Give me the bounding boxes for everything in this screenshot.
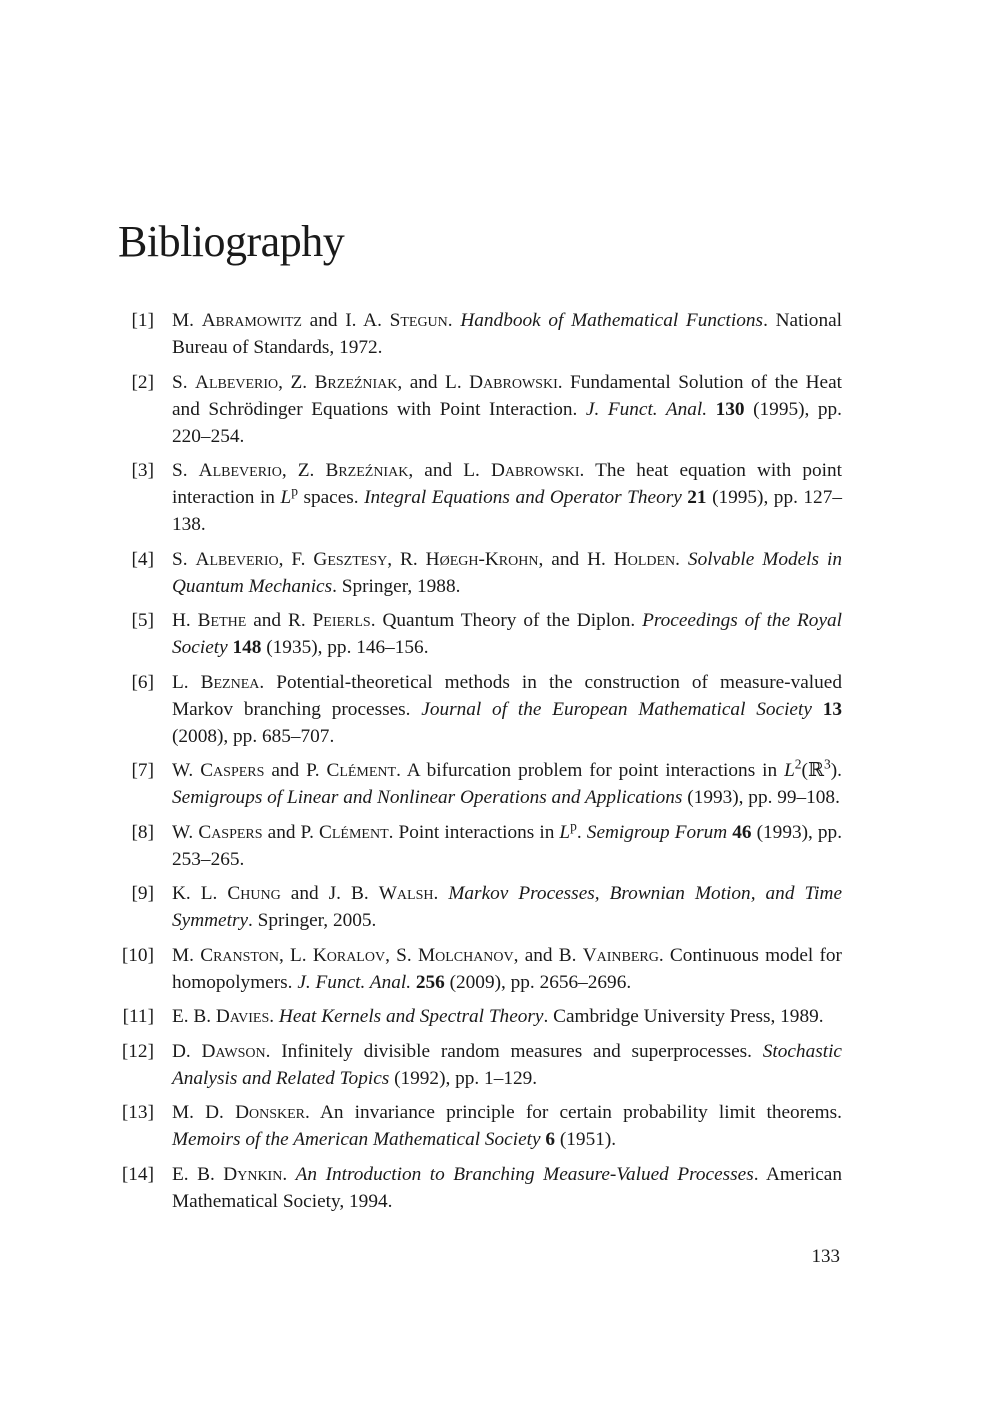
text-run: , Z.	[281, 460, 326, 481]
text-run: . National Bureau of Standards, 1972.	[172, 310, 843, 358]
bib-entry	[118, 942, 842, 996]
italic-title: Solvable Models in Quantum Mechanics	[172, 548, 842, 597]
text-run: , R.	[387, 548, 426, 570]
text-run: .	[557, 371, 571, 393]
italic-title: Semigroups of Linear and Nonlinear Operations and Applications	[172, 787, 683, 808]
volume-number: 13	[822, 698, 842, 720]
text-run: Fundamental Solution of the Heat and Schrödinger Equations with Point Interaction.	[172, 371, 843, 420]
italic-title: Proceedings of the Royal Society	[172, 610, 843, 658]
text-run: . Springer, 1988.	[332, 575, 461, 597]
text-run: , S.	[385, 944, 418, 966]
bib-entry	[118, 880, 842, 934]
text-run: Quantum Theory of the Diplon.	[382, 610, 643, 631]
text-run: M.	[172, 310, 202, 331]
author-surname: Beznea	[200, 671, 260, 693]
text-run: (1993), pp. 253–265.	[172, 821, 843, 870]
author-surname: Bethe	[197, 610, 247, 631]
bib-entry-number: [14]	[121, 1163, 154, 1185]
text-run: .	[269, 1006, 279, 1027]
bib-entry-number: [5]	[131, 610, 154, 631]
italic-title: L	[559, 821, 571, 843]
author-surname: Dawson	[201, 1040, 266, 1062]
text-run: (1951).	[555, 1129, 617, 1150]
italic-title: Integral Equations and Operator Theory	[364, 487, 682, 508]
bib-entry-number: [13]	[121, 1102, 154, 1123]
bib-entry	[118, 757, 842, 811]
italic-title: Heat Kernels and Spectral Theory	[278, 1006, 544, 1027]
bib-entry-number: [9]	[131, 883, 154, 904]
author-surname: Clément	[319, 821, 389, 843]
text-run: S.	[172, 460, 199, 481]
bib-entry-number: [3]	[131, 460, 154, 481]
bib-entry	[118, 669, 842, 750]
superscript: 2	[794, 756, 802, 772]
text-run: spaces.	[297, 487, 365, 508]
bibliography-list	[118, 307, 842, 1222]
italic-title: Handbook of Mathematical Functions	[460, 310, 764, 331]
author-surname: Vainberg	[582, 944, 659, 966]
author-surname: Abramowitz	[201, 310, 302, 331]
author-surname: Peierls	[312, 610, 371, 631]
author-surname: Davies	[215, 1006, 270, 1027]
page-title: Bibliography	[118, 217, 345, 266]
bib-entry	[118, 1038, 842, 1092]
italic-title: An Introduction to Branching Measure-Valued Processes	[295, 1163, 754, 1185]
text-run: , Z.	[278, 371, 315, 393]
author-surname: Albeverio	[195, 371, 279, 393]
text-run: Infinitely divisible random measures and superprocesses.	[281, 1040, 763, 1062]
author-surname: Walsh	[378, 883, 434, 904]
bib-entry-number: [10]	[121, 944, 154, 966]
page-number: 133	[811, 1246, 840, 1267]
text-run: L.	[172, 671, 201, 693]
text-run: and P.	[264, 760, 327, 781]
author-surname: Høegh-Krohn	[425, 548, 539, 570]
text-run: A bifurcation problem for point interactions in	[406, 760, 785, 781]
text-run: .	[576, 821, 587, 843]
author-surname: Dabrowski	[490, 460, 580, 481]
text-run: (1993), pp. 99–108.	[682, 787, 840, 808]
text-run: and J. B.	[280, 883, 379, 904]
text-run: . American Mathematical Society, 1994.	[172, 1163, 843, 1212]
text-run: . Cambridge University Press, 1989.	[543, 1006, 824, 1027]
text-run: , and H.	[538, 548, 614, 570]
text-run: .	[370, 610, 383, 631]
author-surname: Caspers	[198, 821, 263, 843]
author-surname: Holden	[613, 548, 676, 570]
text-run: , L.	[278, 944, 313, 966]
superscript: 3	[824, 756, 831, 772]
author-surname: Molchanov	[417, 944, 514, 966]
text-run: , and B.	[513, 944, 583, 966]
volume-number: 46	[732, 821, 752, 843]
author-surname: Caspers	[200, 760, 265, 781]
text-run: .	[447, 310, 461, 331]
italic-title: Journal of the European Mathematical Society	[421, 698, 812, 720]
text-run: E. B.	[172, 1163, 224, 1185]
italic-title: Stochastic Analysis and Related Topics	[172, 1040, 842, 1089]
italic-title: L	[784, 760, 795, 781]
text-run: (1995), pp. 127–138.	[172, 487, 842, 535]
text-run: .	[259, 671, 277, 693]
volume-number: 6	[545, 1129, 556, 1150]
text-run: H.	[172, 610, 198, 631]
bib-entry-number: [11]	[122, 1006, 154, 1027]
text-run: E. B.	[172, 1006, 216, 1027]
bib-entry	[118, 457, 842, 538]
superscript: p	[291, 483, 298, 499]
text-run: , F.	[278, 548, 314, 570]
bib-entry-number: [8]	[131, 821, 154, 843]
author-surname: Chung	[227, 883, 281, 904]
text-run: M. D.	[172, 1102, 236, 1123]
author-surname: Gesztesy	[313, 548, 388, 570]
author-surname: Dynkin	[223, 1163, 283, 1185]
author-surname: Dabrowski	[469, 371, 558, 393]
text-run: An invariance principle for certain probability limit theorems.	[319, 1102, 842, 1123]
text-run: Potential-theoretical methods in the construction of measure-valued Markov branching processes.	[172, 671, 842, 720]
author-surname: Albeverio	[198, 460, 282, 481]
text-run: W.	[172, 821, 199, 843]
text-run: , and L.	[408, 460, 491, 481]
text-run: (2009), pp. 2656–2696.	[444, 971, 632, 993]
italic-title: Markov Processes, Brownian Motion, and Time Symmetry	[172, 883, 843, 931]
text-run: M.	[172, 944, 201, 966]
text-run: . Springer, 2005.	[248, 910, 377, 931]
text-run: ).	[830, 760, 842, 781]
text-run: (1935), pp. 146–156.	[261, 637, 429, 658]
text-run: S.	[172, 548, 196, 570]
volume-number: 256	[415, 971, 445, 993]
author-surname: Brzeźniak	[314, 371, 398, 393]
bib-entry	[118, 819, 842, 873]
bib-entry	[118, 307, 842, 361]
text-run	[707, 399, 716, 420]
bib-entry-number: [6]	[131, 671, 154, 693]
bib-entry	[118, 1099, 842, 1153]
volume-number: 21	[687, 487, 707, 508]
text-run: and I. A.	[301, 310, 390, 331]
text-run: .	[305, 1102, 320, 1123]
text-run: Point interactions in	[398, 821, 560, 843]
text-run: .	[433, 883, 449, 904]
author-surname: Koralov	[312, 944, 386, 966]
bib-entry	[118, 546, 842, 600]
text-run: and P.	[262, 821, 320, 843]
author-surname: Albeverio	[195, 548, 279, 570]
text-run: K. L.	[172, 883, 228, 904]
bib-entry	[118, 369, 842, 450]
italic-title: J. Funct. Anal.	[297, 971, 412, 993]
text-run: W.	[172, 760, 201, 781]
volume-number: 130	[715, 398, 745, 420]
text-run: (2008), pp. 685–707.	[172, 725, 335, 747]
text-run: (ℝ	[801, 760, 824, 781]
author-surname: Stegun	[389, 310, 448, 331]
text-run: .	[675, 548, 688, 570]
bib-entry-number: [12]	[121, 1040, 154, 1062]
bib-entry	[118, 1003, 842, 1030]
bib-entry	[118, 607, 842, 661]
text-run: .	[282, 1163, 296, 1185]
text-run: and R.	[246, 610, 313, 631]
text-run: .	[579, 460, 596, 481]
italic-title: L	[280, 487, 292, 508]
text-run: S.	[172, 371, 196, 393]
text-run: (1995), pp. 220–254.	[172, 398, 843, 447]
bib-entry-number: [1]	[131, 310, 154, 331]
text-run: .	[658, 944, 670, 966]
italic-title: Memoirs of the American Mathematical Society	[172, 1129, 541, 1150]
text-run: (1992), pp. 1–129.	[389, 1067, 538, 1089]
italic-title: J. Funct. Anal.	[585, 398, 708, 420]
author-surname: Cranston	[200, 944, 279, 966]
text-run	[812, 699, 823, 720]
bib-entry-number: [4]	[131, 548, 154, 570]
volume-number: 148	[232, 637, 262, 658]
author-surname: Brzeźniak	[325, 460, 409, 481]
text-run: , and L.	[397, 371, 470, 393]
text-run: The heat equation with point interaction in	[172, 460, 842, 508]
text-run: .	[265, 1040, 282, 1062]
italic-title: Semigroup Forum	[586, 821, 728, 843]
superscript: p	[570, 818, 577, 834]
bib-entry	[118, 1161, 842, 1215]
text-run: .	[396, 760, 407, 781]
author-surname: Clément	[326, 760, 397, 781]
author-surname: Donsker	[235, 1102, 305, 1123]
text-run: D.	[172, 1040, 202, 1062]
bib-entry-number: [2]	[131, 371, 154, 393]
text-run: Continuous model for homopolymers.	[172, 944, 842, 993]
text-run: .	[388, 821, 399, 843]
bib-entry-number: [7]	[131, 760, 154, 781]
